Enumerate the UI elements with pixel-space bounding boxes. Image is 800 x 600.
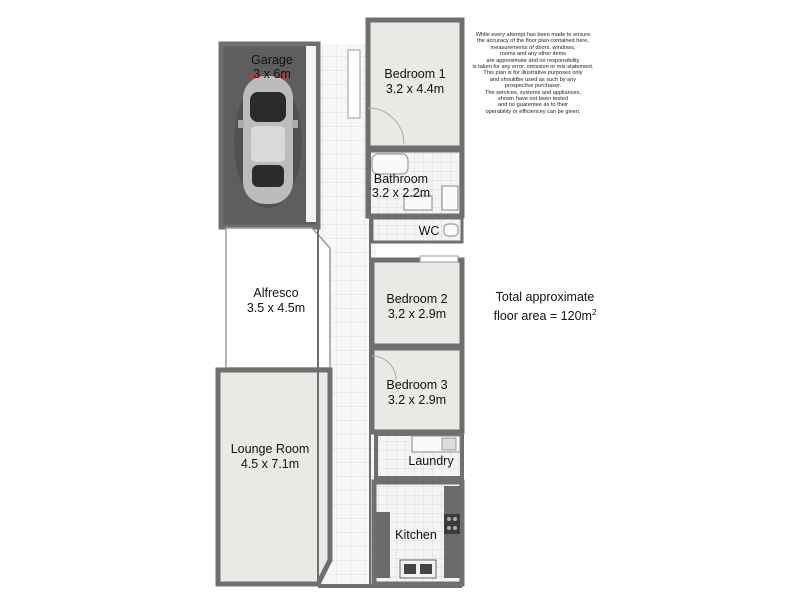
garage-label: Garage xyxy=(251,53,293,67)
bedroom-2-dims: 3.2 x 2.9m xyxy=(387,307,447,321)
alfresco-dims: 3.5 x 4.5m xyxy=(246,301,306,315)
bedroom-3-dims: 3.2 x 2.9m xyxy=(387,393,447,407)
lounge-room xyxy=(218,370,330,584)
disclaimer-line: prospective purchaser. xyxy=(504,83,562,90)
car-icon xyxy=(234,74,302,208)
disclaimer-line: is taken for any error, omission or mis-statement. xyxy=(472,64,594,71)
disclaimer-line: measurements of doors, windows, xyxy=(490,44,576,51)
bedroom-1-dims: 3.2 x 4.4m xyxy=(385,82,445,96)
kitchen-label: Kitchen xyxy=(395,528,437,542)
disclaimer-line: operability or efficiencey can be given. xyxy=(485,108,581,115)
alfresco-label: Alfresco xyxy=(253,286,299,300)
garage-dims: 3 x 6m xyxy=(253,67,291,81)
disclaimer-line: This plan is for illustrative purposes only xyxy=(483,70,583,77)
bathroom-dims: 3.2 x 2.2m xyxy=(371,186,431,200)
bedroom-3-label: Bedroom 3 xyxy=(386,378,448,392)
disclaimer-line: and shouldbe used as such by any xyxy=(489,76,577,83)
total-area-line-2: floor area = $120m^2$ xyxy=(493,308,597,324)
laundry-label: Laundry xyxy=(408,454,454,468)
disclaimer-line: rooms and any other items xyxy=(499,51,567,58)
bedroom-2-label: Bedroom 2 xyxy=(386,292,448,306)
lounge-room-dims: 4.5 x 7.1m xyxy=(240,457,300,471)
wc xyxy=(372,218,462,242)
disclaimer-line: shown have not been tested xyxy=(498,96,568,103)
bathroom-label: Bathroom xyxy=(373,172,429,186)
disclaimer-line: While every attempt has been made to ensure xyxy=(475,32,591,38)
disclaimer-line: The services, systems and appliances, xyxy=(484,89,582,96)
lounge-room-label: Lounge Room xyxy=(230,442,310,456)
total-area xyxy=(470,290,620,324)
disclaimer-line: are approximate and no responsibility xyxy=(486,57,580,64)
total-area-unit-sup: 2 xyxy=(591,308,597,317)
disclaimer-line: and no guarentee as to their xyxy=(498,102,568,109)
wc-label: WC xyxy=(418,224,440,238)
disclaimer-text xyxy=(462,32,604,115)
bedroom-1-label: Bedroom 1 xyxy=(384,67,446,81)
disclaimer-line: the accuracy of the floor plan contained here, xyxy=(477,38,589,45)
total-area-line-1: Total approximate xyxy=(495,290,595,304)
